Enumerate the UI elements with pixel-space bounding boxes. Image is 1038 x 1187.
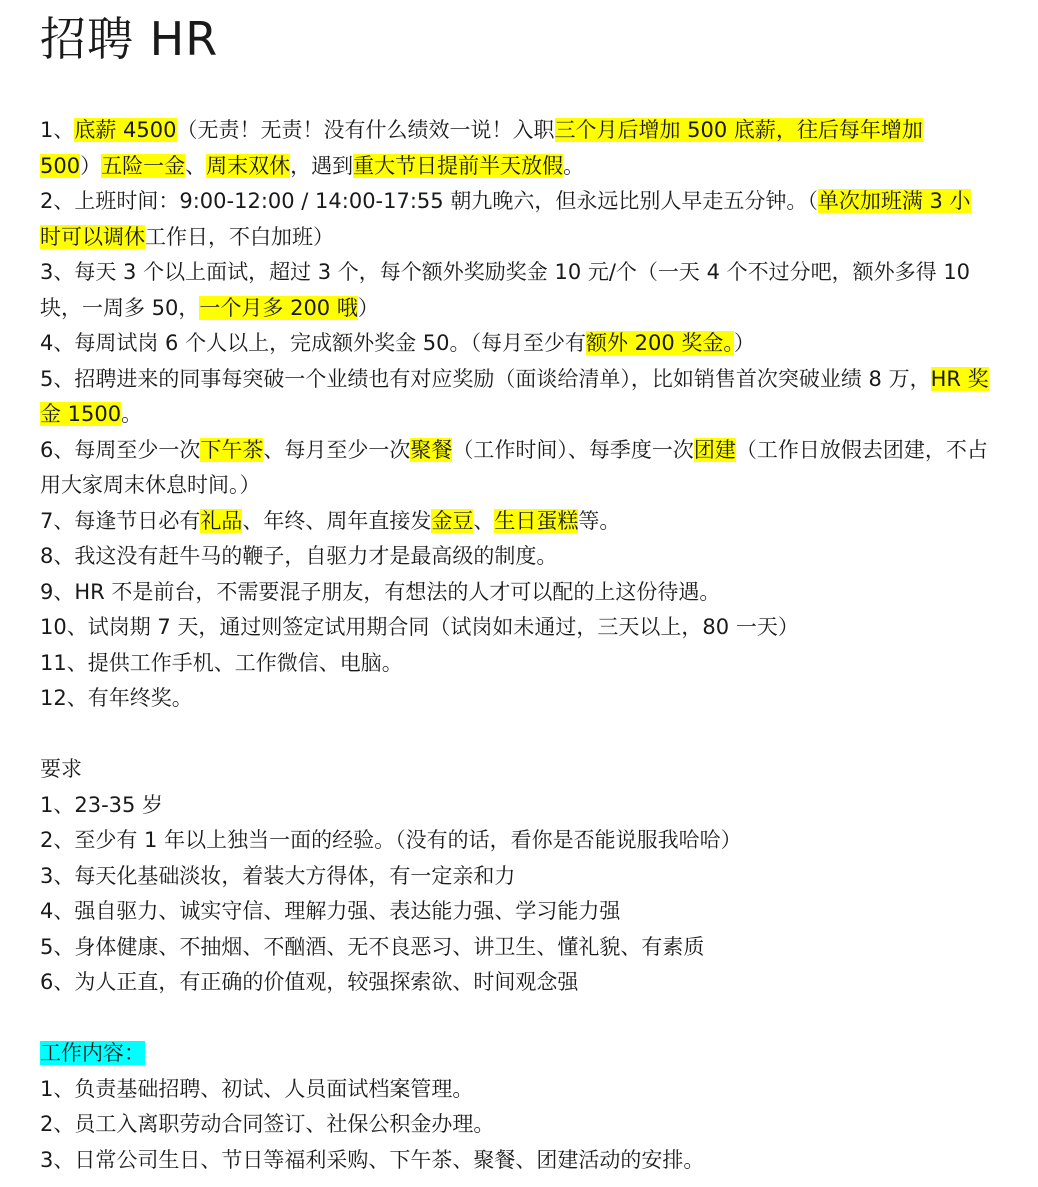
highlighted-text: 三个月后增加 500 底薪 <box>554 118 776 142</box>
blank-line <box>40 717 990 753</box>
work-list <box>40 1072 990 1179</box>
work-item: 1、负责基础招聘、初试、人员面试档案管理。 <box>40 1076 474 1101</box>
requirements-heading: 要求 <box>40 757 82 781</box>
benefit-item <box>40 255 990 326</box>
highlighted-text: 下午茶 <box>200 437 264 462</box>
highlighted-text: ， <box>775 118 797 142</box>
highlighted-text: 金豆 <box>431 508 474 533</box>
text-segment: 等。 <box>578 508 621 533</box>
text-segment: 9、HR 不是前台，不需要混子朋友，有想法的人才可以配的上这份待遇。 <box>40 579 721 604</box>
text-segment: （工作日放假去团建，不占用大家周末休息时间。） <box>40 437 988 497</box>
highlighted-text: 底薪 4500 <box>74 118 177 142</box>
text-segment: 12、有年终奖。 <box>40 686 193 710</box>
requirements-list <box>40 788 990 1001</box>
benefit-item <box>40 646 990 682</box>
work-item: 3、日常公司生日、节日等福利采购、下午茶、聚餐、团建活动的安排。 <box>40 1147 705 1172</box>
highlighted-text: 礼品 <box>200 508 243 533</box>
text-segment: 3、每天 3 个以上面试，超过 3 个，每个额外奖励奖金 10 元/个（一天 4 个不过分吧，额外多得 10 块，一周多 50， <box>40 260 971 320</box>
text-segment: （无责！无责！没有什么绩效一说！入职 <box>176 118 555 142</box>
highlighted-text: 额外 200 奖金。 <box>585 331 734 355</box>
work-item: 2、员工入离职劳动合同签订、社保公积金办理。 <box>40 1112 495 1136</box>
benefit-item <box>40 433 990 504</box>
highlighted-text: 往后每年增加 500 <box>40 118 923 178</box>
work-heading-text: 工作内容： <box>40 1041 145 1065</box>
requirement-item: 1、23-35 岁 <box>40 792 164 817</box>
text-segment: 11、提供工作手机、工作微信、电脑。 <box>40 650 403 675</box>
requirement-item: 3、每天化基础淡妆，着装大方得体，有一定亲和力 <box>40 863 516 888</box>
benefit-item <box>40 113 990 184</box>
requirement-item: 2、至少有 1 年以上独当一面的经验。（没有的话，看你是否能说服我哈哈） <box>40 828 742 852</box>
benefit-item <box>40 326 990 362</box>
highlighted-text: 团建 <box>693 437 736 462</box>
requirement-item: 4、强自驱力、诚实守信、理解力强、表达能力强、学习能力强 <box>40 899 621 923</box>
benefit-item <box>40 610 990 646</box>
benefit-item <box>40 539 990 575</box>
text-segment: 8、我这没有赶牛马的鞭子，自驱力才是最高级的制度。 <box>40 544 558 568</box>
highlighted-text: 周末双休 <box>206 153 291 178</box>
text-segment: 2、上班时间：9:00-12:00 / 14:00-17:55 朝九晚六，但永远比别人早走五分钟。（ <box>40 189 818 213</box>
text-segment: 6、每周至少一次 <box>40 437 201 462</box>
highlighted-text: 聚餐 <box>410 437 453 462</box>
requirement-item: 6、为人正直，有正确的价值观，较强探索欲、时间观念强 <box>40 970 579 994</box>
highlighted-text: 一个月多 200 哦 <box>199 295 358 320</box>
text-segment: ） <box>733 331 755 355</box>
benefit-item <box>40 504 990 540</box>
highlighted-text: 生日蛋糕 <box>494 508 579 533</box>
text-segment: 。 <box>121 402 143 426</box>
benefit-item <box>40 681 990 717</box>
highlighted-text: 重大节日提前半天放假 <box>353 153 564 178</box>
text-segment: （工作时间）、每季度一次 <box>452 437 694 462</box>
document <box>40 0 990 1178</box>
text-segment: 10、试岗期 7 天，通过则签定试用期合同（试岗如未通过，三天以上，80 一天） <box>40 615 799 639</box>
benefits-list <box>40 113 990 717</box>
page-title: 招聘 HR <box>40 12 219 66</box>
text-segment: 1、 <box>40 118 75 142</box>
blank-line <box>40 1001 990 1037</box>
benefit-item <box>40 184 990 255</box>
highlighted-text: HR 奖金 1500 <box>40 366 989 426</box>
benefit-item <box>40 362 990 433</box>
text-segment: 、每月至少一次 <box>263 437 411 462</box>
text-segment: 、年终、周年直接发 <box>242 508 432 533</box>
text-segment: 4、每周试岗 6 个人以上，完成额外奖金 50。（每月至少有 <box>40 331 586 355</box>
text-segment: ） <box>357 295 379 320</box>
text-segment: 、 <box>185 153 207 178</box>
text-segment: ，遇到 <box>290 153 354 178</box>
work-heading <box>40 1036 990 1072</box>
text-segment: ） <box>80 153 102 178</box>
text-segment: 7、每逢节日必有 <box>40 508 201 533</box>
text-segment: 5、招聘进来的同事每突破一个业绩也有对应奖励（面谈给清单），比如销售首次突破业绩 8 万， <box>40 366 931 391</box>
requirement-item: 5、身体健康、不抽烟、不酗酒、无不良恶习、讲卫生、懂礼貌、有素质 <box>40 934 705 959</box>
highlighted-text: 五险一金 <box>101 153 186 178</box>
benefit-item <box>40 575 990 611</box>
highlighted-text: 单次加班满 3 小时可以调休 <box>40 189 971 249</box>
text-segment: 、 <box>473 508 495 533</box>
text-segment: 。 <box>563 153 585 178</box>
text-segment: 工作日，不白加班） <box>145 224 334 249</box>
